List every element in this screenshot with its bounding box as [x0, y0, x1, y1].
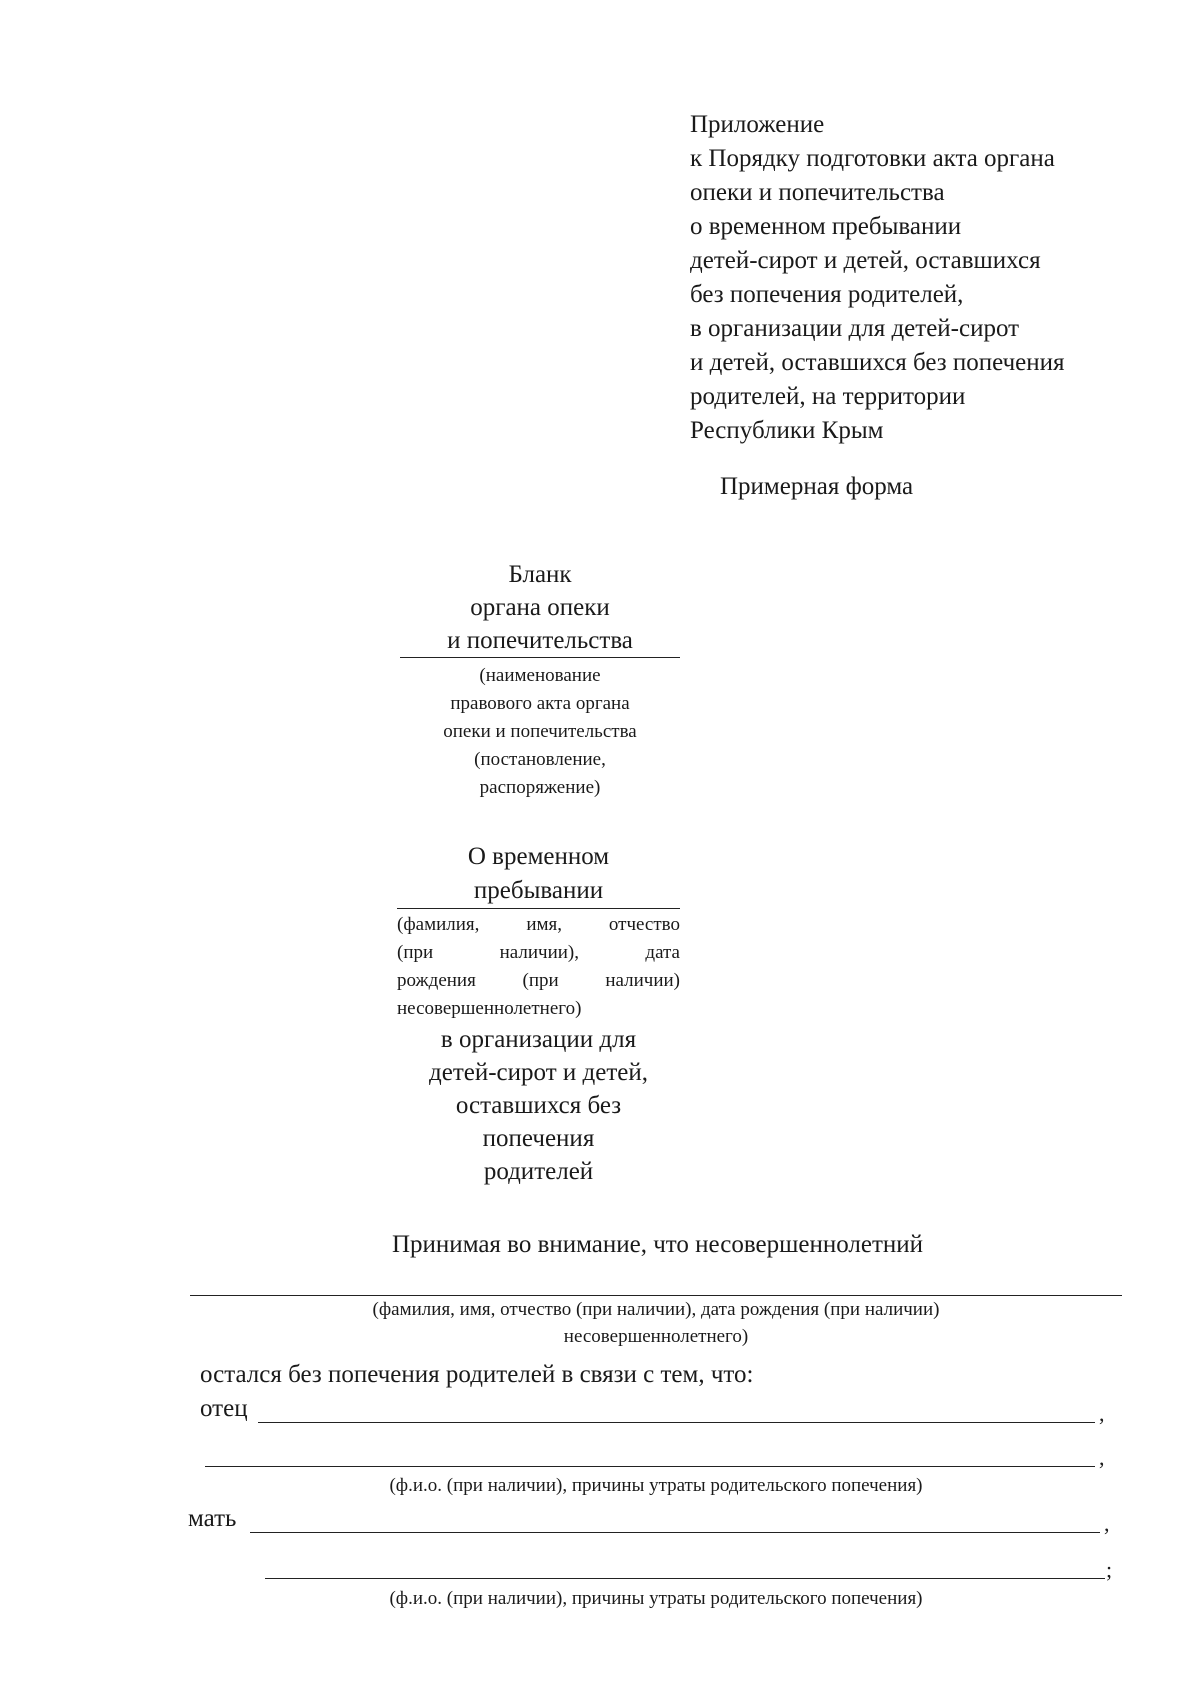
appendix-line: детей-сирот и детей, оставшихся — [690, 247, 1041, 274]
mother-caption: (ф.и.о. (при наличии), причины утраты родительского попечения) — [389, 1588, 923, 1609]
father-label: отец — [200, 1395, 248, 1422]
comma: , — [1104, 1511, 1110, 1536]
title-line: детей-сирот и детей, — [429, 1059, 648, 1086]
caption-word: (при — [397, 942, 434, 963]
temp-after — [397, 1023, 680, 1188]
caption-line: несовершеннолетнего) — [397, 998, 582, 1019]
minor-caption-2: несовершеннолетнего) — [563, 1326, 749, 1347]
blank-line: органа опеки — [470, 594, 610, 621]
caption-word: наличии) — [605, 970, 680, 991]
temporary-stay-title — [397, 840, 680, 1188]
taking-into-account-text: Принимая во внимание, что несовершеннолетний — [392, 1231, 924, 1258]
appendix-line: Приложение — [690, 111, 825, 138]
appendix-line: без попечения родителей, — [690, 281, 964, 308]
authority-blank — [400, 558, 680, 802]
title-line: попечения — [482, 1125, 595, 1152]
left-without-care-text: остался без попечения родителей в связи с тем, что: — [200, 1361, 754, 1388]
mother-line-1 — [250, 1532, 1100, 1533]
blank-line: и попечительства — [400, 624, 680, 658]
blank-caption — [400, 662, 680, 802]
appendix-block — [690, 108, 1120, 448]
caption-justified-line — [397, 967, 680, 995]
appendix-line: о временном пребывании — [690, 213, 962, 240]
appendix-line: в организации для детей-сирот — [690, 315, 1020, 342]
mother-label: мать — [188, 1505, 237, 1532]
minor-caption-1: (фамилия, имя, отчество (при наличии), дата рождения (при наличии) — [372, 1299, 940, 1320]
caption-word: рождения — [397, 970, 476, 991]
title-line: родителей — [483, 1158, 594, 1185]
appendix-line: опеки и попечительства — [690, 179, 945, 206]
title-line: О временном — [467, 843, 610, 870]
blank-line: Бланк — [508, 561, 572, 588]
title-line: в организации для — [440, 1026, 637, 1053]
appendix-line: родителей, на территории — [690, 383, 966, 410]
title-line: оставшихся без — [455, 1092, 622, 1119]
caption-word: отчество — [608, 914, 680, 935]
caption-word: (фамилия, — [397, 914, 480, 935]
temp-caption — [397, 911, 680, 1023]
mother-line-2 — [265, 1578, 1105, 1579]
father-caption: (ф.и.о. (при наличии), причины утраты родительского попечения) — [389, 1475, 923, 1496]
comma: , — [1099, 1401, 1105, 1426]
appendix-line: и детей, оставшихся без попечения — [690, 349, 1065, 376]
sample-form-label: Примерная форма — [720, 473, 914, 500]
caption-word: наличии), — [499, 942, 579, 963]
caption-word: (при — [522, 970, 559, 991]
caption-word: имя, — [526, 914, 562, 935]
caption-justified-line — [397, 939, 680, 967]
caption-word: дата — [645, 942, 680, 963]
father-line-1 — [258, 1422, 1095, 1423]
caption-line: опеки и попечительства — [443, 721, 637, 742]
caption-justified-line — [397, 911, 680, 939]
comma: , — [1099, 1445, 1105, 1470]
semicolon: ; — [1106, 1557, 1113, 1582]
caption-line: правового акта органа — [450, 693, 630, 714]
appendix-line: Республики Крым — [690, 417, 884, 444]
appendix-line: к Порядку подготовки акта органа — [690, 145, 1055, 172]
caption-line: (постановление, — [474, 749, 606, 770]
father-line-2 — [205, 1466, 1095, 1467]
title-line: пребывании — [397, 874, 680, 909]
caption-line: (наименование — [479, 665, 601, 686]
caption-line: распоряжение) — [479, 777, 601, 798]
